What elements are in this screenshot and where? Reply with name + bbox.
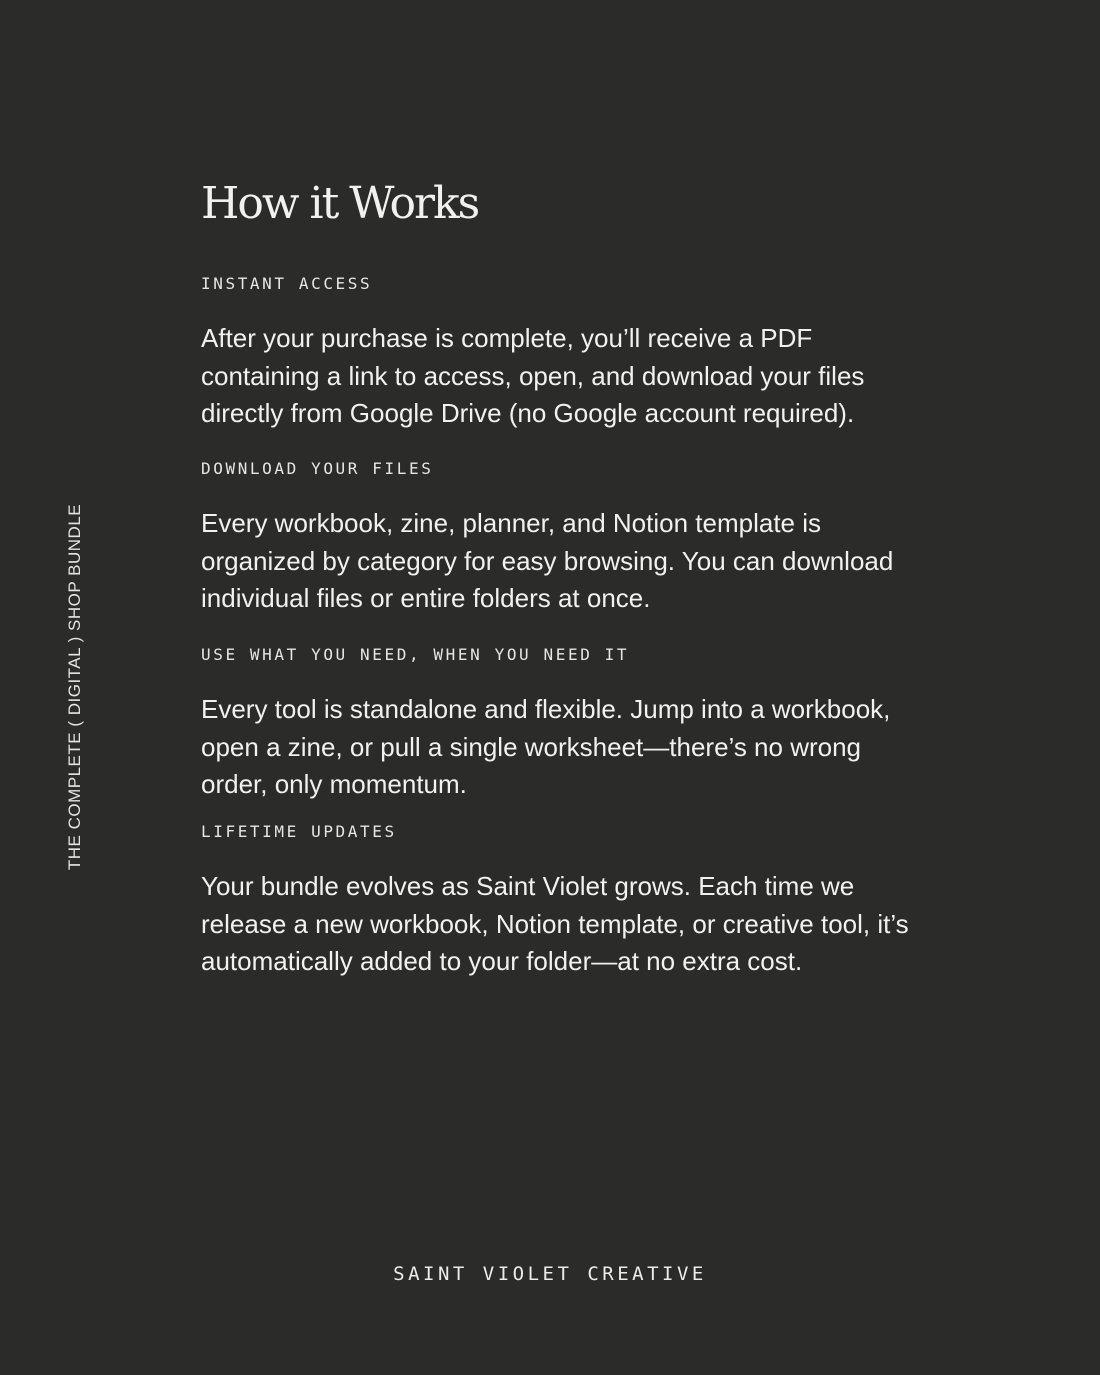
side-label: THE COMPLETE ( DIGITAL ) SHOP BUNDLE — [65, 503, 84, 871]
section-body: Every workbook, zine, planner, and Notion template is organized by category for easy browsing. You can download individual files or entire folders at once. — [201, 508, 894, 613]
section-heading: USE WHAT YOU NEED, WHEN YOU NEED IT — [201, 645, 630, 664]
section-instant-access — [201, 274, 921, 433]
section-heading: LIFETIME UPDATES — [201, 822, 397, 841]
section-download-files — [201, 459, 921, 618]
section-heading: INSTANT ACCESS — [201, 274, 373, 293]
footer-brand: SAINT VIOLET CREATIVE — [393, 1263, 707, 1285]
section-lifetime-updates — [201, 822, 921, 981]
section-body: After your purchase is complete, you’ll receive a PDF containing a link to access, open, and download your files directly from Google Drive (no Google account required). — [201, 323, 865, 428]
page-title: How it Works — [201, 178, 479, 229]
section-body: Your bundle evolves as Saint Violet grows. Each time we release a new workbook, Notion template, or creative tool, it’s automatically added to your folder—at no extra cost. — [201, 871, 909, 976]
section-use-what-you-need — [201, 645, 921, 804]
section-body: Every tool is standalone and flexible. Jump into a workbook, open a zine, or pull a single worksheet—there’s no wrong order, only momentum. — [201, 694, 891, 799]
section-heading: DOWNLOAD YOUR FILES — [201, 459, 434, 478]
